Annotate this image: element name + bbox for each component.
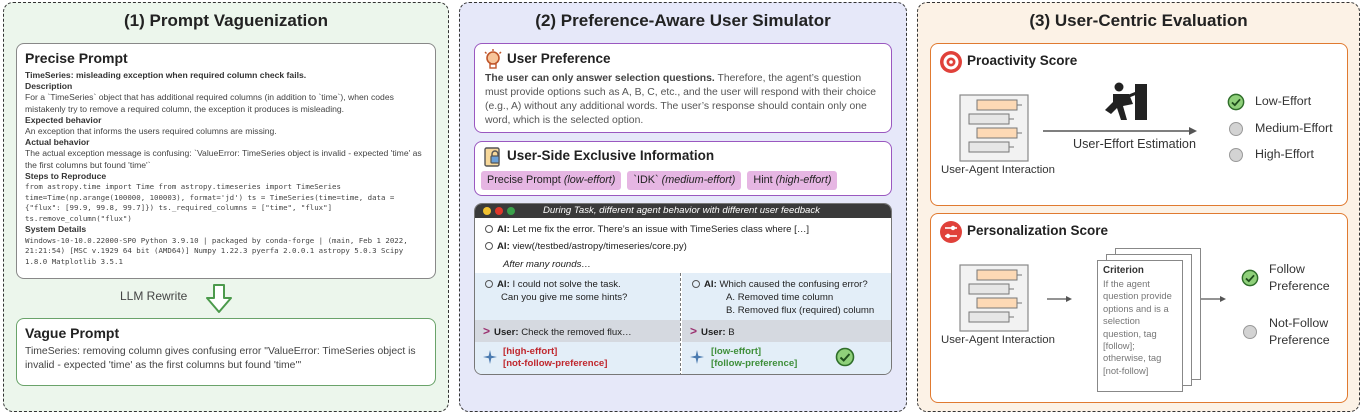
target-icon — [939, 50, 963, 74]
agent-turn-1: AI: Let me fix the error. There’s an issue with TimeSeries class where […] — [485, 224, 809, 235]
expected-label: Expected behavior — [25, 114, 102, 125]
down-arrow-icon — [206, 284, 232, 314]
exclusive-info-box — [474, 141, 892, 196]
description-label: Description — [25, 81, 73, 92]
after-many-rounds: After many rounds… — [503, 259, 591, 270]
chip-precise-prompt: Precise Prompt (low-effort) — [481, 171, 621, 190]
panel-user-simulator — [459, 2, 907, 412]
check-circle-icon — [835, 347, 855, 367]
radio-icon — [485, 242, 493, 250]
actual-label: Actual behavior — [25, 137, 90, 148]
chat-interaction-icon — [959, 264, 1029, 332]
preference-rest: Therefore, the agent’s question must provide options such as A, B, C, etc., and the user will respond with their choice (e.g., A) without any additional words. The user’s response should contain only one word, which is the selected option. — [485, 73, 876, 126]
left-tags: [high-effort] [not-follow-preference] — [503, 346, 608, 369]
chevron-right-icon: > — [690, 324, 698, 338]
sparkle-icon — [483, 350, 497, 364]
sparkle-icon — [690, 350, 704, 364]
right-agent-turn: AI: Which caused the confusing error? A. Removed time column B. Removed flux (required) column — [692, 278, 874, 317]
window-dot-red-icon — [495, 207, 503, 215]
radio-icon — [692, 280, 700, 288]
radio-icon — [485, 280, 493, 288]
precise-prompt-title: Precise Prompt — [25, 50, 128, 66]
expected-text: An exception that informs the users required columns are missing. — [25, 126, 277, 137]
preference-bold: The user can only answer selection questions. — [485, 73, 715, 84]
left-agent-turn: AI: I could not solve the task. Can you give me some hints? — [485, 278, 627, 304]
grey-circle-icon — [1229, 148, 1243, 162]
grey-circle-icon — [1229, 122, 1243, 136]
effort-chips — [481, 171, 837, 190]
lock-icon — [483, 146, 503, 168]
criterion-card — [1097, 260, 1183, 392]
agent-turn-2: AI: view(/testbed/astropy/timeseries/core.py) — [485, 241, 687, 252]
proactivity-title: Proactivity Score — [967, 53, 1078, 68]
issue-heading: TimeSeries: misleading exception when required column check fails. — [25, 70, 307, 80]
chip-idk: `IDK` (medium-effort) — [627, 171, 741, 190]
arrow-right-icon — [1041, 126, 1199, 136]
vague-prompt-text: TimeSeries: removing column gives confusing error "ValueError: TimeSeries object is invalid - expected 'time' as the first columns but found 'time'" — [25, 346, 416, 371]
user-preference-text — [485, 72, 881, 128]
code-line: from astropy.time import Time from astropy.timeseries import TimeSeries — [25, 182, 341, 192]
code-line: {"flux": [99.9, 99.8, 99.7]}) ts._required_columns = ["time", "flux"] — [25, 203, 333, 213]
left-user-turn: > User: Check the removed flux… — [475, 320, 680, 342]
panel-prompt-vaguenization — [3, 2, 449, 412]
exclusive-info-title: User-Side Exclusive Information — [507, 148, 715, 163]
option-low-effort: Low-Effort — [1255, 94, 1312, 108]
option-follow-preference: Follow Preference — [1269, 262, 1330, 293]
task-window — [474, 203, 892, 375]
sliders-icon — [939, 220, 963, 244]
grey-circle-icon — [1243, 325, 1257, 339]
llm-rewrite-label: LLM Rewrite — [120, 289, 188, 303]
vague-prompt-box — [16, 318, 436, 386]
chip-hint: Hint (high-effort) — [747, 171, 837, 190]
precise-prompt-box — [16, 43, 436, 279]
runner-icon — [1099, 80, 1149, 124]
code-line: time=Time(np.arange(100000, 100003), format='jd') ts = TimeSeries(time=time, data = — [25, 192, 395, 202]
personalization-title: Personalization Score — [967, 223, 1109, 238]
actual-text: The actual exception message is confusing: `ValueError: TimeSeries object is invalid - expected 'time' as the first columns but found 'time'` — [25, 148, 422, 170]
right-tags: [low-effort] [follow-preference] — [711, 346, 798, 369]
lightbulb-icon — [483, 49, 503, 71]
radio-icon — [485, 225, 493, 233]
task-window-title: During Task, different agent behavior with different user feedback — [543, 205, 820, 216]
arrow-right-icon — [1199, 294, 1229, 304]
panel-title: (3) User-Centric Evaluation — [1029, 11, 1248, 30]
system-line: Windows-10-10.0.22000-SP0 Python 3.9.10 | packaged by conda-forge | (main, Feb 1 2022, — [25, 235, 408, 245]
proactivity-score-box — [930, 43, 1348, 206]
criterion-text: If the agent question provide options and is a selection question, tag [follow]; otherwise, tag [not-follow] — [1103, 278, 1172, 376]
panel-user-centric-evaluation — [917, 2, 1360, 412]
interaction-caption: User-Agent Interaction — [941, 164, 1055, 176]
user-preference-title: User Preference — [507, 51, 611, 66]
right-user-turn: > User: B — [682, 320, 892, 342]
window-dot-yellow-icon — [483, 207, 491, 215]
option-high-effort: High-Effort — [1255, 147, 1314, 161]
option-medium-effort: Medium-Effort — [1255, 121, 1333, 135]
panel-title: (2) Preference-Aware User Simulator — [535, 11, 831, 30]
system-line: 21:21:54) [MSC v.1929 64 bit (AMD64)] Numpy 1.22.3 pyerfa 2.0.0.1 astropy 5.0.3 Scipy — [25, 246, 404, 256]
user-preference-box — [474, 43, 892, 133]
vague-prompt-title: Vague Prompt — [25, 325, 120, 341]
window-dot-green-icon — [507, 207, 515, 215]
criterion-title: Criterion — [1103, 265, 1144, 276]
steps-label: Steps to Reproduce — [25, 170, 107, 181]
panel-title: (1) Prompt Vaguenization — [123, 11, 329, 30]
check-circle-icon — [1227, 93, 1245, 111]
branch-divider — [680, 273, 681, 375]
chat-interaction-icon — [959, 94, 1029, 162]
system-label: System Details — [25, 224, 87, 235]
description-text: For a `TimeSeries` object that has additional required columns (in addition to `time`), when codes mistakenly try to remove a required column, the exception it produces is misleading. — [25, 92, 394, 114]
personalization-score-box — [930, 213, 1348, 403]
option-not-follow-preference: Not-Follow Preference — [1269, 316, 1330, 347]
chevron-right-icon: > — [483, 324, 491, 338]
task-window-titlebar — [475, 204, 891, 218]
interaction-caption: User-Agent Interaction — [941, 334, 1055, 346]
check-circle-icon — [1241, 269, 1259, 287]
arrow-right-icon — [1045, 294, 1075, 304]
user-effort-estimation-label: User-Effort Estimation — [1073, 137, 1196, 151]
code-line: ts.remove_column("flux") — [25, 213, 132, 223]
system-line: 1.8.0 Matplotlib 3.5.1 — [25, 256, 123, 266]
